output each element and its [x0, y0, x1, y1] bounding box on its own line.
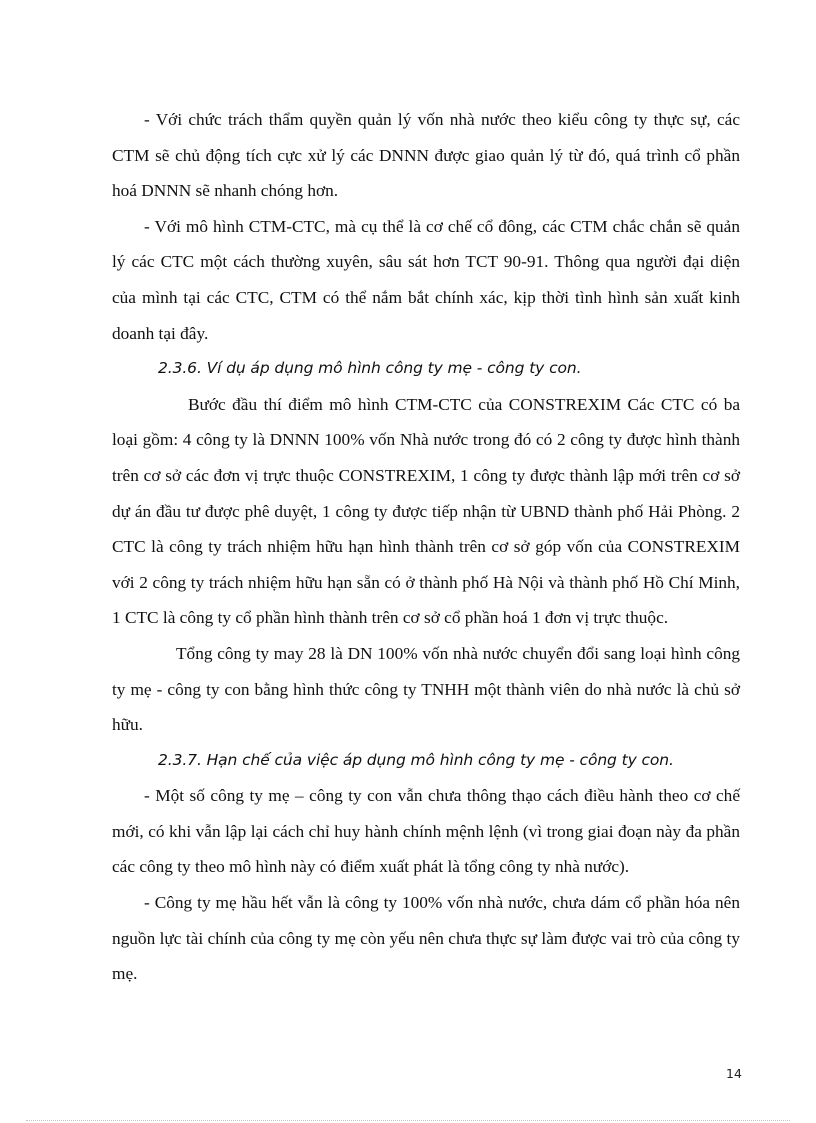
page-number: 14 — [726, 1066, 742, 1081]
section-heading-2-3-7: 2.3.7. Hạn chế của việc áp dụng mô hình công ty mẹ - công ty con. — [158, 750, 674, 769]
footer-divider — [26, 1120, 790, 1121]
paragraph-constrexim-example: Bước đầu thí điểm mô hình CTM-CTC của CONSTREXIM Các CTC có ba loại gồm: 4 công ty là DNNN 100% vốn Nhà nước trong đó có 2 công ty được hình thành trên cơ sở các đơn vị trực thuộc CONSTREXIM, 1 công ty được thành lập mới trên cơ sở dự án đầu tư được phê duyệt, 1 công ty được tiếp nhận từ UBND thành phố Hải Phòng. 2 CTC là công ty trách nhiệm hữu hạn hình thành trên cơ sở góp vốn của CONSTREXIM với 2 công ty trách nhiệm hữu hạn sẵn có ở thành phố Hà Nội và thành phố Hồ Chí Minh, 1 CTC là công ty cổ phần hình thành trên cơ sở cổ phần hoá 1 đơn vị trực thuộc. — [112, 394, 740, 628]
section-heading-2-3-6: 2.3.6. Ví dụ áp dụng mô hình công ty mẹ - công ty con. — [158, 359, 582, 378]
bullet-paragraph-administrative-habits: - Một số công ty mẹ – công ty con vẫn chưa thông thạo cách điều hành theo cơ chế mới, có khi vẫn lập lại cách chỉ huy hành chính mệnh lệnh (vì trong giai đoạn này đa phần các công ty theo mô hình này có điểm xuất phát là tổng công ty nhà nước). — [112, 786, 740, 877]
paragraph-garment-corporation-28: Tổng công ty may 28 là DN 100% vốn nhà nước chuyển đổi sang loại hình công ty mẹ - công ty con bằng hình thức công ty TNHH một thành viên do nhà nước là chủ sở hữu. — [112, 643, 740, 735]
bullet-paragraph-state-capital: - Công ty mẹ hầu hết vẫn là công ty 100% vốn nhà nước, chưa dám cổ phần hóa nên nguồn lực tài chính của công ty mẹ còn yếu nên chưa thực sự làm được vai trò của công ty mẹ. — [112, 893, 740, 984]
bullet-paragraph-capital-management: - Với chức trách thẩm quyền quản lý vốn nhà nước theo kiểu công ty thực sự, các CTM sẽ chủ động tích cực xử lý các DNNN được giao quản lý từ đó, quá trình cổ phần hoá DNNN sẽ nhanh chóng hơn. — [112, 110, 740, 201]
bullet-paragraph-shareholder-mechanism: - Với mô hình CTM-CTC, mà cụ thể là cơ chế cổ đông, các CTM chắc chắn sẽ quản lý các CTC một cách thường xuyên, sâu sát hơn TCT 90-91. Thông qua người đại diện của mình tại các CTC, CTM có thể nắm bắt chính xác, kịp thời tình hình sản xuất kinh doanh tại đây. — [112, 216, 740, 343]
page-body — [112, 102, 740, 992]
